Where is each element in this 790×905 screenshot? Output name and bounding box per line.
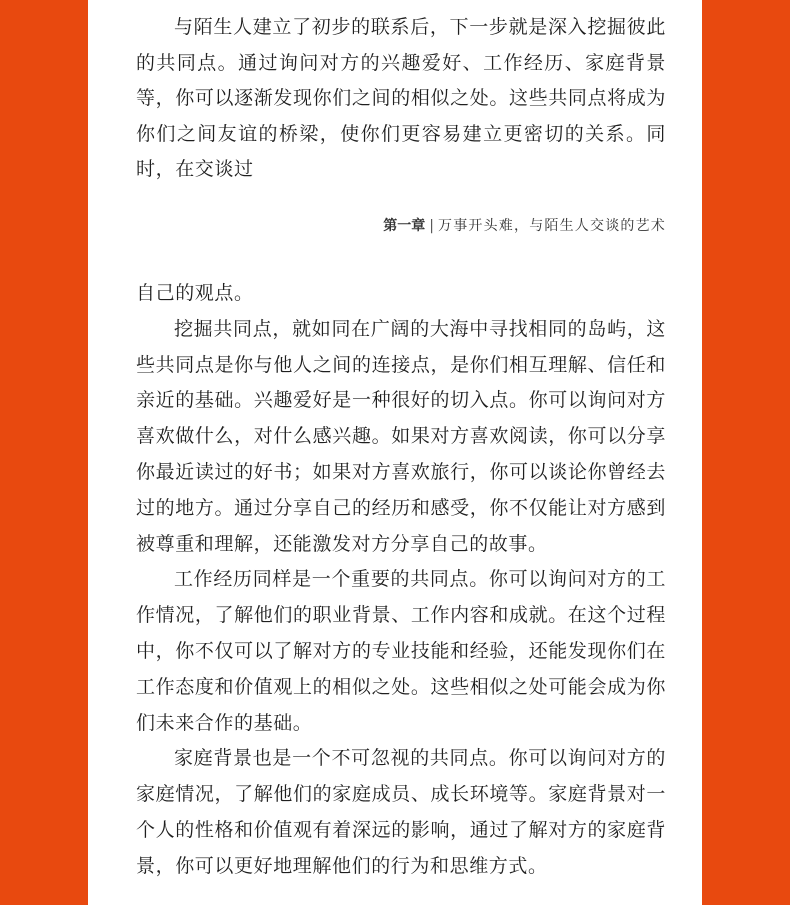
top-line-3: 可以逐渐发现你们之间的相似之处。这些共同点将成为你们之间	[136, 87, 666, 145]
running-header	[136, 216, 666, 236]
top-paragraph	[136, 10, 666, 188]
paragraph-family-background: 家庭背景也是一个不可忽视的共同点。你可以询问对方的家庭情况，了解他们的家庭成员、成长环境等。家庭背景对一个人的性格和价值观有着深远的影响，通过了解对方的家庭背景，你可以更好地理解他们的行为和思维方式。	[136, 747, 666, 877]
continuation-line: 自己的观点。	[136, 282, 254, 304]
top-line-4: 友谊的桥梁，使你们更容易建立更密切的关系。同时，在交谈过	[136, 122, 667, 181]
paragraph-work-experience: 工作经历同样是一个重要的共同点。你可以询问对方的工作情况，了解他们的职业背景、工作内容和成就。在这个过程中，你不仅可以了解对方的专业技能和经验，还能发现你们在工作态度和价值观上的相似之处。这些相似之处可能会成为你们未来合作的基础。	[136, 568, 666, 734]
chapter-subtitle: 万事开头难，与陌生人交谈的艺术	[438, 218, 666, 234]
header-separator: |	[429, 218, 434, 234]
body-text	[136, 276, 666, 885]
top-line-1: 与陌生人建立了初步的联系后，下一步就是深入挖掘彼此的	[136, 16, 666, 74]
paragraph-common-ground: 挖掘共同点，就如同在广阔的大海中寻找相同的岛屿，这些共同点是你与他人之间的连接点，是你们相互理解、信任和亲近的基础。兴趣爱好是一种很好的切入点。你可以询问对方喜欢做什么，对什么感兴趣。如果对方喜欢阅读，你可以分享你最近读过的好书；如果对方喜欢旅行，你可以谈论你曾经去过的地方。通过分享自己的经历和感受，你不仅能让对方感到被尊重和理解，还能激发对方分享自己的故事。	[136, 317, 666, 555]
top-paragraph-text	[136, 10, 666, 188]
chapter-label: 第一章	[383, 218, 426, 234]
book-page	[88, 0, 702, 905]
top-line-2: 共同点。通过询问对方的兴趣爱好、工作经历、家庭背景等，你	[136, 51, 666, 110]
